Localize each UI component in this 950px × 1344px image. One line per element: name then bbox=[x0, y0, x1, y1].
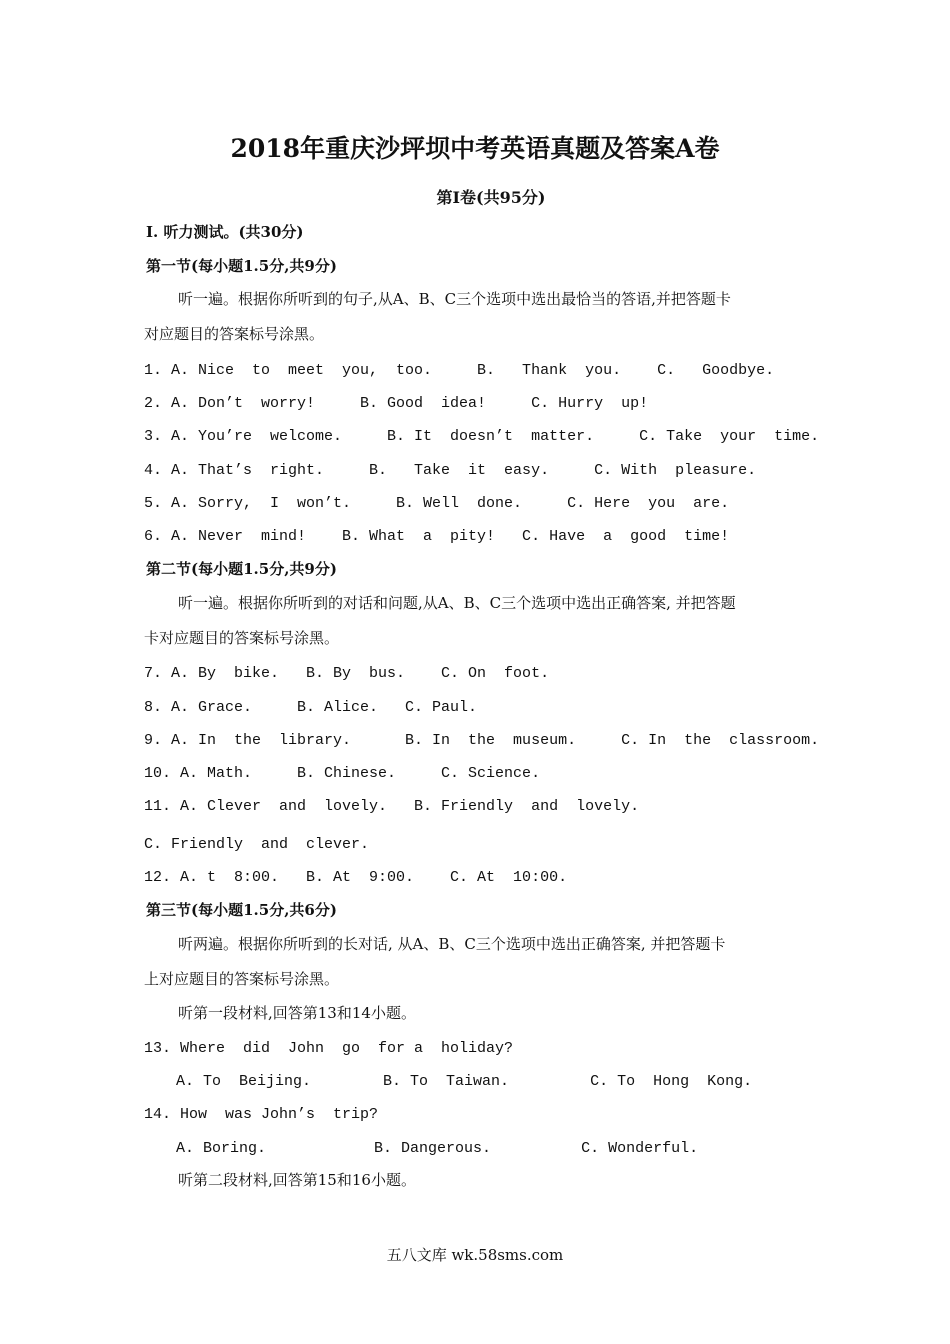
question-13: 13. Where did John go for a holiday? bbox=[144, 1040, 514, 1057]
question-14-options: A. Boring. B. Dangerous. C. Wonderful. bbox=[176, 1140, 699, 1157]
section1-instruction-cont: 对应题目的答案标号涂黑。 bbox=[144, 325, 325, 343]
question-14: 14. How was John’s trip? bbox=[144, 1106, 379, 1123]
section2-heading: 第二节(每小题1.5分,共9分) bbox=[146, 560, 337, 578]
question-10: 10. A. Math. B. Chinese. C. Science. bbox=[144, 765, 541, 782]
passage2-note: 听第二段材料,回答第15和16小题。 bbox=[178, 1171, 416, 1189]
question-12: 12. A. t 8:00. B. At 9:00. C. At 10:00. bbox=[144, 869, 568, 886]
question-5: 5. A. Sorry, I won’t. B. Well done. C. Here you are. bbox=[144, 495, 730, 512]
section3-instruction-cont: 上对应题目的答案标号涂黑。 bbox=[144, 970, 340, 988]
section3-instruction: 听两遍。根据你所听到的长对话, 从A、B、C三个选项中选出正确答案, 并把答题卡 bbox=[178, 935, 726, 953]
section1-instruction: 听一遍。根据你所听到的句子,从A、B、C三个选项中选出最恰当的答语,并把答题卡 bbox=[178, 290, 731, 308]
question-7: 7. A. By bike. B. By bus. C. On foot. bbox=[144, 665, 550, 682]
section2-instruction: 听一遍。根据你所听到的对话和问题,从A、B、C三个选项中选出正确答案, 并把答题 bbox=[178, 594, 736, 612]
section3-heading: 第三节(每小题1.5分,共6分) bbox=[146, 901, 337, 919]
question-1: 1. A. Nice to meet you, too. B. Thank you. C. Goodbye. bbox=[144, 362, 775, 379]
footer-watermark: 五八文库 wk.58sms.com bbox=[386, 1246, 564, 1264]
volume-subtitle: 第Ⅰ卷(共95分) bbox=[436, 188, 546, 207]
question-13-options: A. To Beijing. B. To Taiwan. C. To Hong Kong. bbox=[176, 1073, 753, 1090]
question-6: 6. A. Never mind! B. What a pity! C. Have a good time! bbox=[144, 528, 730, 545]
question-8: 8. A. Grace. B. Alice. C. Paul. bbox=[144, 699, 478, 716]
question-11: 11. A. Clever and lovely. B. Friendly and lovely. bbox=[144, 798, 640, 815]
question-3: 3. A. You’re welcome. B. It doesn’t matter. C. Take your time. bbox=[144, 428, 820, 445]
question-9: 9. A. In the library. B. In the museum. C. In the classroom. bbox=[144, 732, 820, 749]
section2-instruction-cont: 卡对应题目的答案标号涂黑。 bbox=[144, 629, 340, 647]
question-2: 2. A. Don’t worry! B. Good idea! C. Hurry up! bbox=[144, 395, 649, 412]
question-4: 4. A. That’s right. B. Take it easy. C. With pleasure. bbox=[144, 462, 757, 479]
section1-heading: 第一节(每小题1.5分,共9分) bbox=[146, 257, 337, 275]
question-11-option-c: C. Friendly and clever. bbox=[144, 836, 370, 853]
passage1-note: 听第一段材料,回答第13和14小题。 bbox=[178, 1004, 416, 1022]
part1-heading: Ⅰ. 听力测试。(共30分) bbox=[146, 223, 304, 241]
document-title: 2018年重庆沙坪坝中考英语真题及答案A卷 bbox=[230, 134, 720, 163]
